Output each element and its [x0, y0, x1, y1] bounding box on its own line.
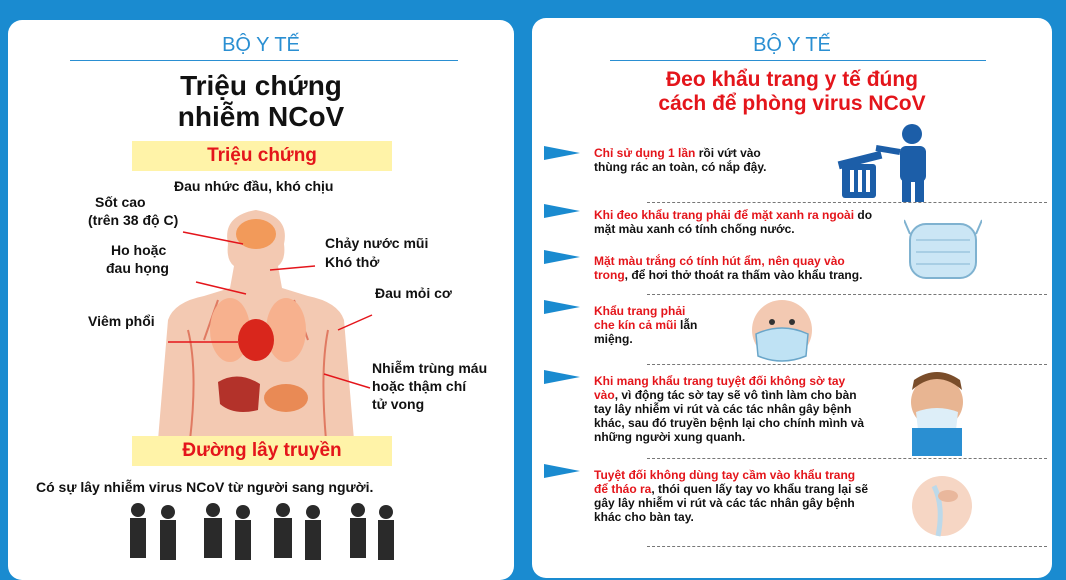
- stomach-organ: [264, 384, 308, 412]
- label-fever-2: (trên 38 độ C): [88, 212, 179, 228]
- tip-3: [594, 254, 874, 282]
- tip-2: [594, 208, 874, 236]
- tip-1-emphasis: Chỉ sử dụng 1 lần: [594, 146, 696, 160]
- tip-separator: [647, 364, 1047, 365]
- title-line-2: nhiễm NCoV: [177, 101, 345, 132]
- tip-5-emphasis: Khi mang khẩu trang tuyệt đối không sờ tay vào: [594, 374, 846, 402]
- ministry-label-right: BỘ Y TẾ: [753, 34, 831, 56]
- flag-marker: [544, 204, 580, 218]
- label-muscle: Đau mỏi cơ: [375, 285, 452, 301]
- label-runny-2: Khó thở: [325, 254, 380, 270]
- removing-mask-icon: [904, 466, 974, 546]
- header-rule-right: [610, 60, 986, 61]
- tip-4-emphasis: Khẩu trang phải che kín cả mũi: [594, 304, 686, 332]
- label-cough-1: Ho hoặc: [111, 242, 167, 258]
- flag-marker: [544, 146, 580, 160]
- label-headache: Đau nhức đầu, khó chịu: [174, 178, 334, 194]
- tip-2-text: do mặt màu xanh có tính chống nước.: [594, 208, 873, 236]
- tip-separator: [647, 294, 1047, 295]
- tip-4-text: lẫn miệng.: [594, 318, 698, 346]
- flag-marker: [544, 464, 580, 478]
- liver-organ: [218, 376, 260, 412]
- flag-marker: [544, 250, 580, 264]
- symptoms-heading: Triệu chứng: [132, 141, 392, 171]
- tip-1-text: rồi vứt vào thùng rác an toàn, có nắp đậy.: [594, 146, 767, 174]
- label-sepsis-1: Nhiễm trùng máu: [372, 360, 488, 376]
- mask-icon: [904, 210, 982, 290]
- masked-face-icon: [742, 296, 822, 364]
- mask-title-line-1: Đeo khẩu trang y tế đúng: [665, 68, 919, 91]
- tip-separator: [647, 458, 1047, 459]
- body-illustration: [8, 170, 514, 440]
- ministry-label: BỘ Y TẾ: [222, 34, 300, 56]
- tip-1: [594, 146, 784, 174]
- tip-3-emphasis: Mặt màu trắng có tính hút ẩm, nên quay vào trong: [594, 254, 845, 282]
- heart-organ: [238, 319, 274, 361]
- tip-5-text: , vì động tác sờ tay sẽ vô tình làm cho bàn tay lây nhiễm vi rút và các tác nhân gây bệnh khác, sau đó truyền bệnh lại cho chính mình và những người xung quanh.: [594, 388, 865, 444]
- mask-title: [532, 68, 1052, 116]
- label-cough-2: đau họng: [106, 260, 169, 276]
- transmission-heading: Đường lây truyền: [132, 436, 392, 466]
- tip-2-emphasis: Khi đeo khẩu trang phải để mặt xanh ra ngoài: [594, 208, 855, 222]
- mask-poster: [532, 18, 1052, 578]
- tip-5: [594, 374, 870, 444]
- tip-6: [594, 468, 870, 524]
- label-runny-1: Chảy nước mũi: [325, 235, 429, 251]
- symptoms-poster: [8, 20, 514, 580]
- tip-6-text: , thói quen lấy tay vo khẩu trang lại sẽ gây lây nhiễm vi rút và các tác nhân gây bệnh khác cho bàn tay.: [594, 482, 869, 524]
- lung-right: [266, 298, 306, 362]
- label-pneumonia: Viêm phổi: [88, 313, 155, 329]
- tip-separator: [647, 546, 1047, 547]
- label-fever-1: Sốt cao: [95, 194, 146, 210]
- title-line-1: Triệu chứng: [180, 70, 342, 101]
- touching-mask-icon: [902, 368, 972, 456]
- mask-title-line-2: cách để phòng virus NCoV: [658, 92, 926, 115]
- transmission-text: Có sự lây nhiễm virus NCoV từ người sang người.: [36, 479, 374, 495]
- header-rule: [70, 60, 458, 61]
- crowd-illustration: [118, 500, 408, 560]
- trash-bin-icon: [832, 122, 952, 204]
- tip-4: [594, 304, 704, 346]
- label-sepsis-3: tử vong: [372, 396, 425, 412]
- flag-marker: [544, 370, 580, 384]
- poster-title: [8, 70, 514, 132]
- tip-3-text: , để hơi thở thoát ra thấm vào khẩu trang.: [624, 268, 863, 282]
- flag-marker: [544, 300, 580, 314]
- tip-6-emphasis: Tuyệt đối không dùng tay cầm vào khẩu trang để tháo ra: [594, 468, 856, 496]
- label-sepsis-2: hoặc thậm chí: [372, 378, 467, 394]
